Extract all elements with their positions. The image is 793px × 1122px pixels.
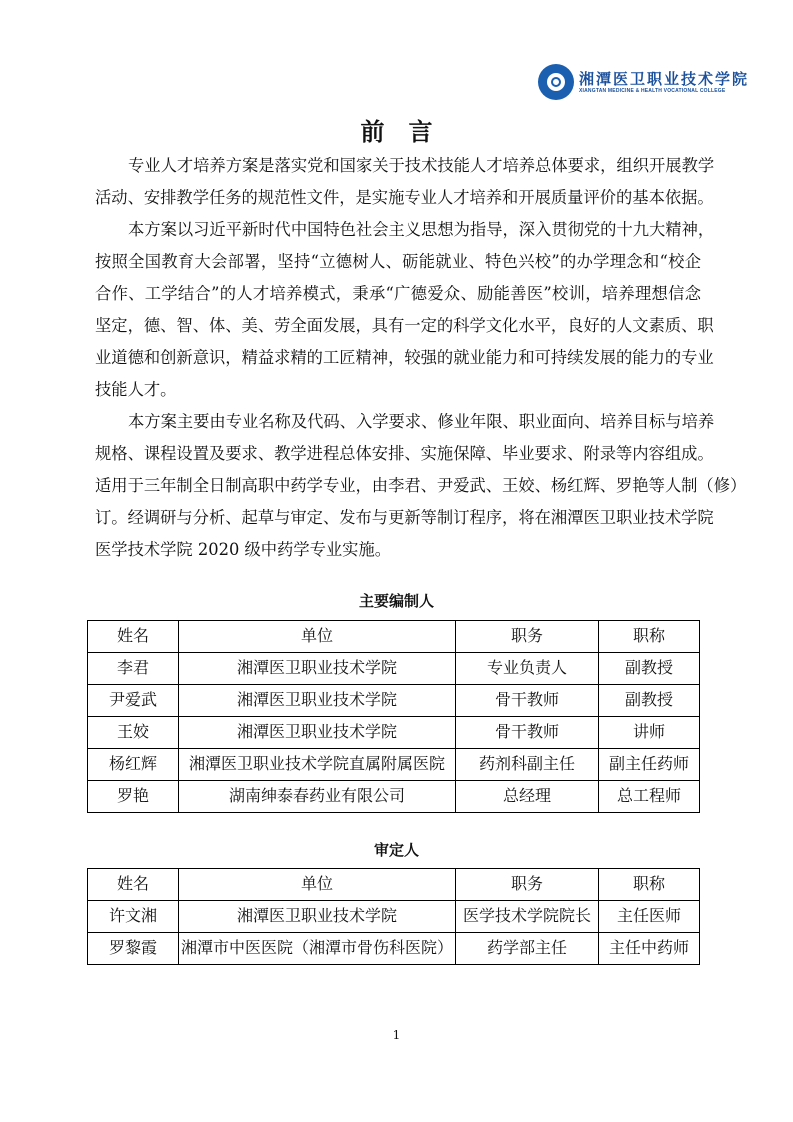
table-cell: 药学部主任 — [456, 933, 599, 965]
table-cell: 王姣 — [88, 717, 179, 749]
paragraph-line: 按照全国教育大会部署，坚持“立德树人、砺能就业、特色兴校”的办学理念和“校企 — [95, 252, 701, 271]
table-cell: 湘潭医卫职业技术学院 — [179, 653, 456, 685]
preface-body — [95, 150, 747, 566]
table-cell: 医学技术学院院长 — [456, 901, 599, 933]
table-cell: 副教授 — [599, 653, 700, 685]
table-cell: 湘潭医卫职业技术学院 — [179, 901, 456, 933]
table-cell: 湘潭医卫职业技术学院直属附属医院 — [179, 749, 456, 781]
table-cell: 李君 — [88, 653, 179, 685]
table-cell: 骨干教师 — [456, 717, 599, 749]
table-row — [88, 901, 700, 933]
table-cell: 药剂科副主任 — [456, 749, 599, 781]
table-cell: 职务 — [456, 869, 599, 901]
table-cell: 副教授 — [599, 685, 700, 717]
paragraph-line: 订。经调研与分析、起草与审定、发布与更新等制订程序，将在湘潭医卫职业技术学院 — [95, 508, 714, 527]
table-cell: 杨红辉 — [88, 749, 179, 781]
editors-table — [87, 620, 700, 813]
table-cell: 总工程师 — [599, 781, 700, 813]
college-logo — [538, 64, 749, 100]
reviewers-table — [87, 868, 700, 965]
reviewers-caption: 审定人 — [373, 841, 419, 859]
paragraph-line: 业道德和创新意识，精益求精的工匠精神，较强的就业能力和可持续发展的能力的专业 — [95, 348, 714, 367]
table-cell: 主任医师 — [599, 901, 700, 933]
page-number: 1 — [392, 1028, 401, 1042]
table-row — [88, 933, 700, 965]
table-cell: 尹爱武 — [88, 685, 179, 717]
editors-caption: 主要编制人 — [358, 592, 434, 610]
table-cell: 单位 — [179, 621, 456, 653]
table-row — [88, 685, 700, 717]
paragraph-line: 技能人才。 — [95, 380, 177, 399]
table-cell: 湘潭医卫职业技术学院 — [179, 717, 456, 749]
paragraph-line: 本方案以习近平新时代中国特色社会主义思想为指导，深入贯彻党的十九大精神， — [128, 220, 715, 239]
paragraph-line: 适用于三年制全日制高职中药学专业，由李君、尹爱武、王姣、杨红辉、罗艳等人制（修） — [95, 476, 747, 495]
paragraph-line: 活动、安排教学任务的规范性文件，是实施专业人才培养和开展质量评价的基本依据。 — [95, 188, 714, 207]
table-cell: 专业负责人 — [456, 653, 599, 685]
table-cell: 骨干教师 — [456, 685, 599, 717]
table-cell: 姓名 — [88, 621, 179, 653]
page-title: 前言 — [360, 117, 457, 146]
paragraph-line: 医学技术学院 2020 级中药学专业实施。 — [95, 540, 392, 559]
paragraph-line: 合作、工学结合”的人才培养模式，秉承“广德爱众、励能善医”校训，培养理想信念 — [95, 284, 701, 303]
table-header-row — [88, 869, 700, 901]
table-cell: 罗艳 — [88, 781, 179, 813]
table-cell: 职称 — [599, 621, 700, 653]
table-cell: 许文湘 — [88, 901, 179, 933]
paragraph-line: 规格、课程设置及要求、教学进程总体安排、实施保障、毕业要求、附录等内容组成。 — [95, 444, 714, 463]
table-row — [88, 653, 700, 685]
table-cell: 主任中药师 — [599, 933, 700, 965]
table-row — [88, 781, 700, 813]
table-cell: 职称 — [599, 869, 700, 901]
table-cell: 罗黎霞 — [88, 933, 179, 965]
table-cell: 湘潭市中医医院（湘潭市骨伤科医院） — [179, 933, 456, 965]
table-header-row — [88, 621, 700, 653]
table-cell: 姓名 — [88, 869, 179, 901]
college-seal-icon — [538, 64, 574, 100]
logo-english-name: XIANGTAN MEDICINE & HEALTH VOCATIONAL COLLEGE — [579, 88, 726, 94]
table-row — [88, 717, 700, 749]
logo-chinese-name: 湘潭医卫职业技术学院 — [579, 70, 750, 88]
table-cell: 湖南绅泰春药业有限公司 — [179, 781, 456, 813]
table-cell: 副主任药师 — [599, 749, 700, 781]
table-cell: 湘潭医卫职业技术学院 — [179, 685, 456, 717]
paragraph-line: 专业人才培养方案是落实党和国家关于技术技能人才培养总体要求，组织开展教学 — [128, 156, 715, 175]
table-cell: 职务 — [456, 621, 599, 653]
table-cell: 总经理 — [456, 781, 599, 813]
paragraph-line: 本方案主要由专业名称及代码、入学要求、修业年限、职业面向、培养目标与培养 — [128, 412, 715, 431]
table-row — [88, 749, 700, 781]
table-cell: 单位 — [179, 869, 456, 901]
table-cell: 讲师 — [599, 717, 700, 749]
paragraph-line: 坚定，德、智、体、美、劳全面发展，具有一定的科学文化水平，良好的人文素质、职 — [95, 316, 714, 335]
